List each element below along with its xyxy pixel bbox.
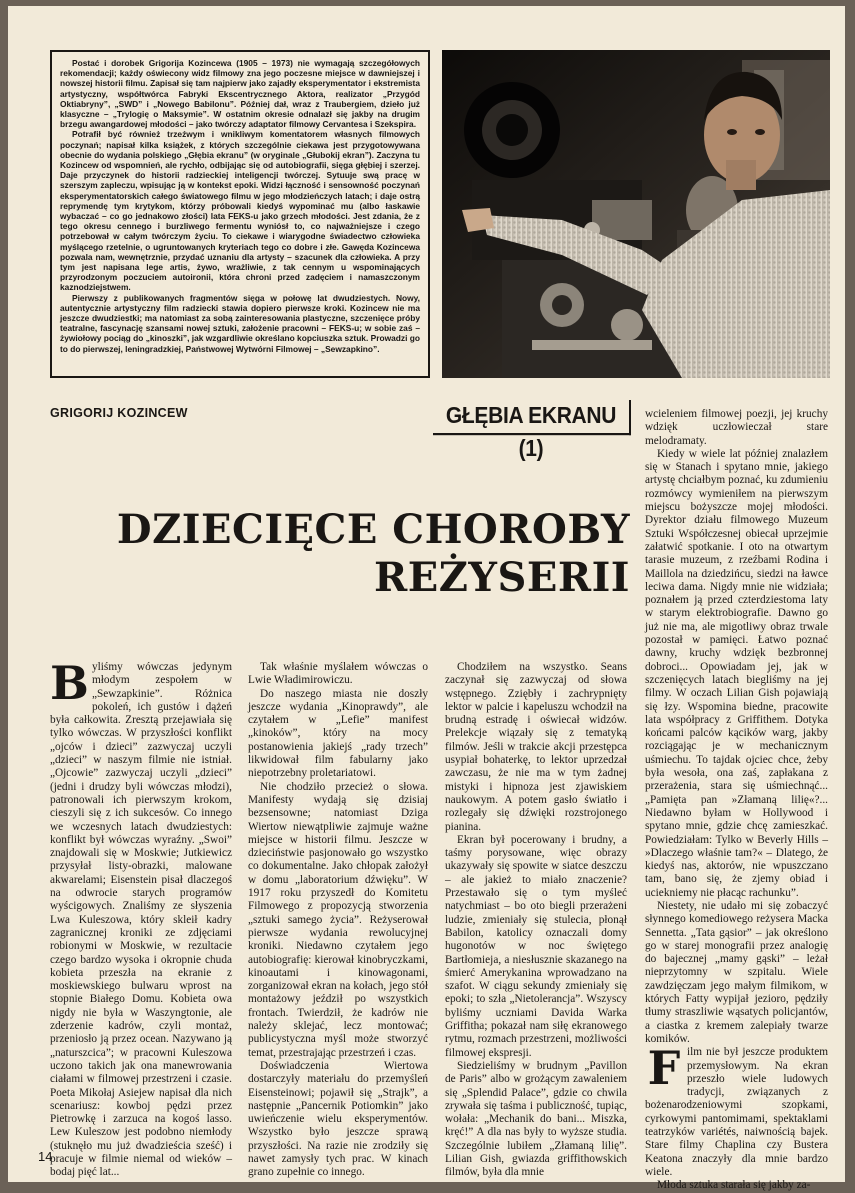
column-2-paragraph-4: Doświadczenia Wiertowa dostarczyły materiału do przemyśleń Eisensteinowi; pojawił się „Strajk”, a następnie „Pancernik Potiomkin” jako uwieńczenie wielu eksperymentów. Wszystko było jeszcze sprawą przyszłości. Na razie nie zrodziły się nawet zamysły tych prac. W kinach grano zupełnie co innego. [248, 1059, 428, 1179]
column-2 [248, 661, 428, 1179]
column-1-text: yliśmy wówczas jedynym młodym zespołem w „Sewzapkinie”. Różnica pokoleń, ich gustów i dążeń była całkowita. Zresztą przejawiała się tylko wówczas. W przyszłości konflikt „ojców i dzieci” zazwyczaj uczyli „dzieci” w naszym filmie nie istniał. „Ojcowie” zazwyczaj uczyli „dzieci” (jedni i drudzy byli wówczas młodzi), patronowali ich pierwszym krokom, cieszyli się z ich sukcesów. Co innego we wczesnych latach dwudziestych: konflikt był wówczas wyraźny. „Swoi” znajdowali się w Moskwie; Jutkiewicz przysyłał listy-obrazki, malowane akwarelami; Eisenstein pisał dlaczegoś na odwrocie starych programów wyścigowych. Znaliśmy ze słyszenia Lwa Kuleszowa, który skleił kadry zagranicznej kroniki ze zdjęciami robionymi w Moskwie, w rezultacie czego bardzo wysoka i okropnie chuda kobieta przeszła na ekranie z moskiewskiego bulwaru wprost na stopnie Białego Domu. Kobieta owa nigdy nie była w Waszyngtonie, ale zderzenie kadrów, czyli montaż, przeniosło ją przez ocean. Nazywano ją „naturszcica”; w pracowni Kuleszowa uczono takich jak ona manewrowania ciałami w filmowej przestrzeni i czasie. Poeta Mikołaj Asiejew napisał dla nich scenariusz: kowboj pędzi przez Pietrowkę i zarzuca na kogoś lasso. Lew Kuleszow jest podobno niemłody (stuknęło mu już dwadzieścia sześć) i pracuje w filmie niemal od wieków – bodaj pięć lat... [50, 661, 232, 1179]
column-1 [50, 656, 232, 1179]
series-title: GŁĘBIA EKRANU (1) [433, 400, 631, 435]
column-3-paragraph-2: Ekran był pocerowany i brudny, a taśmy porysowane, więc obrazy ukazywały się spowite w siatce deszczu – ale jakież to miało znaczenie? Przestawało się o tym myśleć natychmiast – bo oto biegli przerażeni ludzie, zmieniały się stulecia, płonął Babilon, katolicy oznaczali domy hugonotów w noc świętego Bartłomieja, a niesłusznie skazanego na śmierć Amerykanina wprowadzano na szafot. W ciągu sekundy zmieniały się epoki; to szła „Nietolerancja”. Wszyscy byliśmy uczniami Davida Warka Griffitha; pokazał nam siłę ekranowego rytmu, rozmach przestrzeni, możliwości filmowej ekspresji. [445, 833, 627, 1059]
page-number: 14 [38, 1149, 53, 1164]
article-headline [46, 506, 630, 602]
intro-paragraph-1: Postać i dorobek Grigorija Kozincewa (1905 – 1973) nie wymagają szczegółowych rekomendacji; każdy oświecony widz filmowy zna jego poczesne miejsce w dawniejszej i nowszej historii filmu. Zapisał się tam najpierw jako zajadły eksperymentator i ekstremista artystyczny, współtwórca Fabryki Ekscentrycznego Aktora, realizator „Przygód Oktiabryny”, „SWD” i „Nowego Babilonu”. Później dał, wraz z Traubergiem, dzieło już klasyczne – „Trylogię o Maksymie”. W ostatnim okresie odnalazł się jakby na drugim brzegu awangardowej młodości – jako twórczy adaptator filmowy Cervantesa i Szekspira. [60, 58, 420, 130]
column-2-paragraph-1: Tak właśnie myślałem wówczas o Lwie Władimirowiczu. [248, 661, 428, 687]
column-4-paragraph-4 [645, 1041, 828, 1179]
column-3-paragraph-3: Siedzieliśmy w brudnym „Pavillon de Paris” albo w grożącym zawaleniem się „Splendid Palace”, gdzie co chwila zrywała się taśma i publiczność, tupiąc, wołała: „Mechanik do bani... Miszka, kręć!” A dla nas były to wyższe studia. Szczególnie lubiłem „Złamaną lilię”. Lilian Gish, gwiazda griffithowskich filmów, była dla mnie [445, 1059, 627, 1179]
column-2-paragraph-3: Nie chodziło przecież o słowa. Manifesty wydają się dzisiaj bezsensowne; natomiast Dziga Wiertow niewątpliwie zajmuje ważne miejsce w historii filmu. Jeszcze w dzieciństwie pasjonowało go wszystko co dokumentalne. Jako chłopak założył w domu „laboratorium dźwięku”. W 1917 roku przyszedł do Komitetu Filmowego z propozycją stworzenia „sztuki samego życia”. Reżyserował pierwsze wydania rewolucyjnej kroniki. Niedawno czytałem jego autobiografię: kierował kinobryczkami, kinoautami i kinowagonami, zorganizował ekran na kołach, jego stół montażowy jeździł po wszystkich frontach. Twierdził, że kadrów nie należy sklejać, lecz montować; publicystyczna myśl może stworzyć temat, przestrajając przestrzeń i czas. [248, 780, 428, 1059]
column-4-paragraph-2: Kiedy w wiele lat później znalazłem się w Stanach i spytano mnie, jakiego artystę chciałbym poznać, ku zdumieniu rozmówcy wymieniłem na pierwszym miejscu bożyszcze mojej młodości. Dyrektor działu filmowego Muzeum Sztuki Współczesnej obiecał uprzejmie załatwić spotkanie. I oto na otwartym tarasie muzeum, z rzeźbami Rodina i Maillola na dziedzińcu, siedzi na ławce leciwa dama. Nigdy mnie nie widziała; poznałem ją przed czterdziestoma laty w starym elektrobiografie. Dawno go już nie ma, ale migotliwy obraz trwale pozostał w pamięci. Łatwo poznać dawny, kruchy wdzięk bezbronnej dobroci... Opowiadam jej, jak w szczenięcych latach biegliśmy na jej filmy. W oczach Lilian Gish pojawiają się łzy. Wspomina biedne, pracowite lata współpracy z Griffithem. Dotyka końcami palców kącików warg, jakby rozciągając je w mechanicznym uśmiechu. To tajdak ojciec chce, żeby była wesoła, ona zaś, zapłakana z przerażenia, stara się uśmiechnąć... „Pamięta pan »Złamaną lilię«?... Niedawno byłam w Hollywood i spytano mnie, gdzie chcę zamieszkać. Powiedziałam: Tylko w Beverly Hills – »Dlaczego właśnie tam?« – Dlatego, że kiedyś nas, aktorów, nie wpuszczano tam, bano się, że zjemy obiad i uciekniemy nie płacąc rachunku”. [645, 447, 828, 899]
column-3-paragraph-1: Chodziłem na wszystko. Seans zaczynał się zazwyczaj od słowa wstępnego. Zziębły i zachrypnięty lektor w palcie i kapeluszu wchodził na brudną estradę i oświecał widzów. Prelekcje wiązały się z tematyką filmów. Jeśli w trakcie akcji przestępca usypiał bohaterkę, to lektor uprzedzał zawczasu, że nie ma w tym żadnej mistyki i hipnoza jest zjawiskiem naukowym. A potem gasło światło i rozlegały się dźwięki rozstrojonego pianina. [445, 661, 627, 833]
drop-cap-b: B [50, 656, 89, 710]
photo-illustration [442, 50, 830, 378]
column-4-paragraph-3: Niestety, nie udało mi się zobaczyć słynnego komediowego reżysera Macka Sennetta. „Tata gąsior” – jak określono go w starej monografii przez analogię do bajecznej „mamy gąski” – leżał nieprzytomny w szpitalu. Wiele zawdzięczam jego małym filmikom, w których Fatty wypijał jezioro, pędziły tłumy straszliwie wąsatych policjantów, a ciastka z kremem zalepiały twarze komików. [645, 899, 828, 1045]
author-name: GRIGORIJ KOZINCEW [50, 406, 188, 420]
column-4-text: ilm nie był jeszcze produktem przemysłowym. Na ekran przeszło wiele ludowych tradycji, związanych z bożenarodzeniowymi szopkami, cyrkowymi pantomimami, spektaklami teatrzyków variétés, naiwnością bajek. Stare filmy Chaplina czy Bustera Keatona znaczyły dla mnie bardzo wiele. [645, 1046, 828, 1178]
drop-cap-f: F [647, 1041, 681, 1096]
column-4 [645, 408, 828, 1192]
intro-paragraph-2: Potrafił być również trzeźwym i wnikliwym komentatorem własnych filmowych poczynań; napisał kilka książek, z których szczególnie ciekawa jest przygotowywana obecnie do wydania polskiego „Głębia ekranu” (w oryginale „Głubokij ekran”). Zaczyna tu Kozincew od wspomnień, ale rychło, odbijając się od autobiografii, sięga głębiej i szerzej. Daje przyczynek do historii radzieckiej inteligencji twórczej. Sytuuje swą pracę w szerszym zapleczu, wpisując ją w kontekst epoki. Widzi łączność i sensowność poczynań eksperymentatorskich całego światowego filmu w jego młodzieńczych latach; i daje ostrą reprymendę tym krytykom, którzy próbowali kiedyś wypominać mu (albo łaskawie wybaczać – co go jednakowo złości) lata FEKS-u jako grzech młodości. Jest zdania, że z tego okresu cennego i burzliwego fermentu wyniósł to, co najważniejsze i czego potrzebował w całym twórczym życiu. To ciekawe i wiarygodne świadectwo człowieka myślącego rzetelnie, o ugruntowanych kryteriach tego co dobre i złe. Gawęda Kozincewa pozwala nam, wewnętrznie, przydać uznaniu dla artysty – szacunek dla człowieka. A przy tym jest napisana lege artis, żywo, wrażliwie, z tak cennym u wspominających przyrodzonym poczuciem autoironii, która chroni przed zadęciem i namaszczonym kaznodziejstwem. [60, 129, 420, 293]
column-4-paragraph-1: wcieleniem filmowej poezji, jej kruchy wdzięk uczłowieczał stare melodramaty. [645, 408, 828, 447]
magazine-page [8, 6, 845, 1192]
headline-line-1: DZIECIĘCE CHOROBY [116, 506, 630, 553]
column-1-paragraph-1 [50, 656, 232, 1180]
column-3 [445, 661, 627, 1179]
intro-box [50, 50, 430, 378]
director-photo [442, 50, 830, 378]
column-4-paragraph-5: Młoda sztuka starała się jakby za- [657, 1179, 811, 1192]
intro-paragraph-3: Pierwszy z publikowanych fragmentów sięga w połowę lat dwudziestych. Nowy, autentycznie artystyczny film radziecki stawia dopiero pierwsze kroki. Kozincew nie ma jeszcze dwudziestki; ma natomiast za sobą zainteresowania plastyczne, szczenięce próby teatralne, fascynację szansami nowej sztuki, założenie pracowni – FEKS-u; w sobie zaś – żywiołowy pociąg do „kinoszki”, jak wzgardliwie określano kopciuszka sztuk. Prowadzi go to do pierwszej, leningradzkiej, Państwowej Wytwórni Filmowej – „Sewzapkino”. [60, 292, 420, 354]
headline-line-2: REŻYSERII [373, 554, 630, 601]
column-2-paragraph-2: Do naszego miasta nie doszły jeszcze wydania „Kinoprawdy”, ale czytałem w „Lefie” manifest „kinoków”, który na mocy postanowienia jakiejś „rady trzech” likwidował film fabularny jako niepotrzebny proletariatowi. [248, 687, 428, 780]
